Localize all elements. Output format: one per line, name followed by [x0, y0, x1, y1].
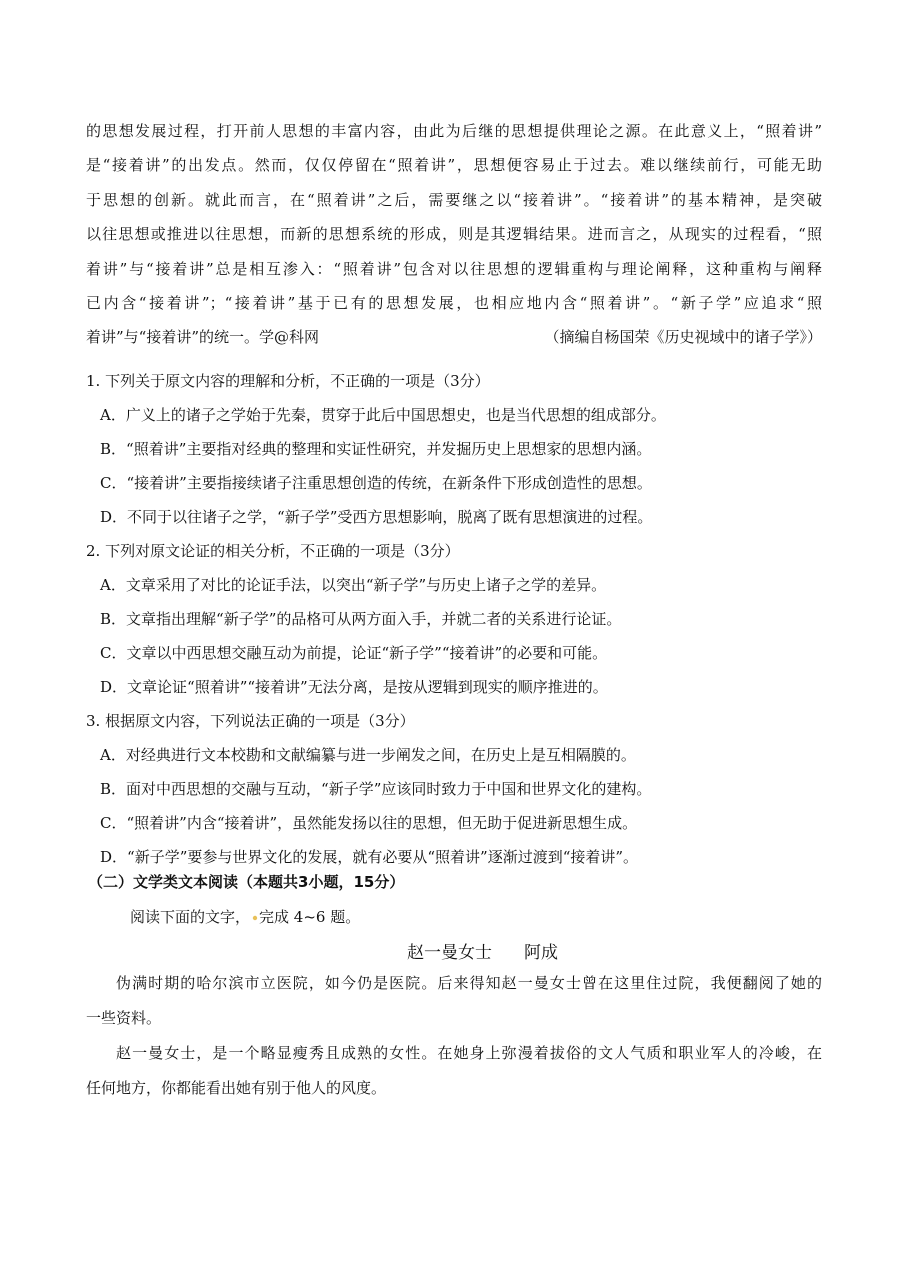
question-3	[86, 704, 822, 874]
option-c: C．文章以中西思想交融互动为前提，论证“新子学”“接着讲”的必要和可能。	[100, 644, 608, 662]
story-title: 赵一曼女士	[407, 943, 492, 963]
story-line: 伪满时期的哈尔滨市立医院，如今仍是医院。后来得知赵一曼女士曾在这里住过院，我便翻阅了她的	[116, 974, 822, 992]
option-c: C．“照着讲”内含“接着讲”，虽然能发扬以往的思想，但无助于促进新思想生成。	[100, 814, 638, 832]
passage-line: 着讲”与“接着讲”总是相互渗入：“照着讲”包含对以往思想的逻辑重构与理论阐释，这种重构与阐释	[86, 259, 822, 278]
passage-final-line	[86, 320, 822, 354]
option-d: D．不同于以往诸子之学，“新子学”受西方思想影响，脱离了既有思想演进的过程。	[100, 508, 653, 526]
story-paragraph-2	[86, 1036, 822, 1106]
option-b: B．文章指出理解“新子学”的品格可从两方面入手，并就二者的关系进行论证。	[100, 610, 622, 628]
question-title: 2. 下列对原文论证的相关分析，不正确的一项是（3分）	[86, 542, 460, 560]
story-line: 任何地方，你都能看出她有别于他人的风度。	[86, 1079, 387, 1097]
passage-line: 的思想发展过程，打开前人思想的丰富内容，由此为后继的思想提供理论之源。在此意义上，“照着讲”	[86, 122, 822, 140]
instruction-text: 阅读下面的文字，	[130, 908, 251, 926]
option-a: A．文章采用了对比的论证手法，以突出“新子学”与历史上诸子之学的差异。	[100, 576, 607, 594]
option-a: A．对经典进行文本校勘和文献编纂与进一步阐发之间，在历史上是互相隔膜的。	[100, 746, 636, 764]
story-title-line	[407, 938, 558, 963]
option-d: D．“新子学”要参与世界文化的发展，就有必要从“照着讲”逐渐过渡到“接着讲”。	[100, 848, 639, 866]
stray-mark-icon	[252, 915, 258, 921]
option-a: A．广义上的诸子之学始于先秦，贯穿于此后中国思想史，也是当代思想的组成部分。	[100, 406, 666, 424]
story-line: 一些资料。	[86, 1009, 162, 1027]
passage-line: 于思想的创新。就此而言，在“照着讲”之后，需要继之以“接着讲”。“接着讲”的基本精神，是突破	[86, 190, 822, 209]
passage-line: 是“接着讲”的出发点。然而，仅仅停留在“照着讲”，思想便容易止于过去。难以继续前行，可能无助	[86, 156, 822, 175]
story-line: 赵一曼女士，是一个略显瘦秀且成熟的女性。在她身上弥漫着拔俗的文人气质和职业军人的冷峻，在	[116, 1044, 822, 1062]
option-d: D．文章论证“照着讲”“接着讲”无法分离，是按从逻辑到现实的顺序推进的。	[100, 678, 608, 696]
passage-line: 着讲”与“接着讲”的统一。学@科网	[86, 328, 320, 347]
instruction-text: 完成 4~6 题。	[259, 908, 361, 926]
story-author: 阿成	[524, 943, 558, 963]
option-b: B．“照着讲”主要指对经典的整理和实证性研究，并发掘历史上思想家的思想内涵。	[100, 440, 652, 458]
question-title: 3. 根据原文内容，下列说法正确的一项是（3分）	[86, 712, 415, 730]
question-2	[86, 534, 822, 704]
passage-paragraph	[86, 114, 822, 355]
passage-line: 已内含“接着讲”；“接着讲”基于已有的思想发展，也相应地内含“照着讲”。“新子学”应追求“照	[86, 294, 822, 313]
option-b: B．面对中西思想的交融与互动，“新子学”应该同时致力于中国和世界文化的建构。	[100, 780, 652, 798]
question-list	[86, 364, 822, 874]
question-title: 1. 下列关于原文内容的理解和分析，不正确的一项是（3分）	[86, 372, 490, 390]
passage-line: 以往思想或推进以往思想，而新的思想系统的形成，则是其逻辑结果。进而言之，从现实的过程看，“照	[86, 225, 822, 244]
option-c: C．“接着讲”主要指接续诸子注重思想创造的传统，在新条件下形成创造性的思想。	[100, 474, 652, 492]
passage-source: （摘编自杨国荣《历史视域中的诸子学》）	[544, 328, 822, 347]
question-1	[86, 364, 822, 534]
reading-instruction	[130, 906, 360, 927]
section-heading: （二）文学类文本阅读（本题共3小题，15分）	[88, 873, 405, 891]
story-paragraph-1	[86, 966, 822, 1036]
